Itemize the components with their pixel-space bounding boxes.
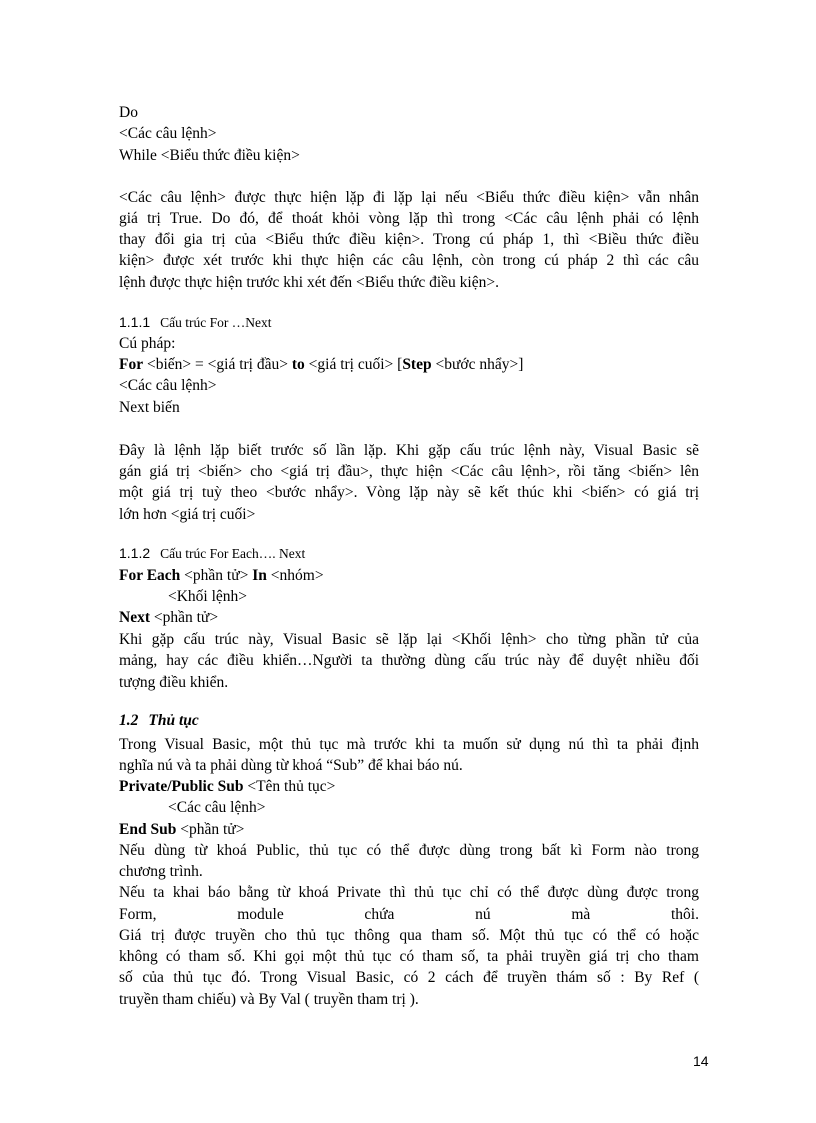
paragraph-line: tượng điều khiển. xyxy=(119,674,229,691)
page-number: 14 xyxy=(693,1053,709,1069)
code-block: <Khối lệnh> xyxy=(168,588,248,605)
paragraph-line: thay đổi gia trị của <Biểu thức điều kiện>. Trong cú pháp 1, thì <Biều thức điều xyxy=(119,231,699,248)
section-title: Thủ tục xyxy=(148,712,199,729)
paragraph-line: Trong Visual Basic, một thủ tục mà trước khi ta muốn sử dụng nú thì ta phải định xyxy=(119,736,699,753)
paragraph-line: Nếu dùng từ khoá Public, thủ tục có thể được dùng trong bất kì Form nào trong xyxy=(119,842,699,859)
keyword-for: For xyxy=(119,356,144,373)
paragraph-line: không có tham số. Khi gọi một thủ tục có tham số, ta phải truyền giá trị cho tham xyxy=(119,948,699,965)
paragraph-line: Khi gặp cấu trúc này, Visual Basic sẽ lặp lại <Khối lệnh> cho từng phần tử của xyxy=(119,631,699,648)
code-do: Do xyxy=(119,104,138,121)
paragraph-line: truyền tham chiếu) và By Val ( truyền tham trị ). xyxy=(119,991,419,1008)
section-heading-1-1-1 xyxy=(119,313,699,332)
section-title: Cấu trúc For Each…. Next xyxy=(160,546,306,561)
paragraph-line: Đây là lệnh lặp biết trước số lần lặp. Khi gặp cấu trúc lệnh này, Visual Basic sẽ xyxy=(119,442,699,459)
code-text: <phần tử> xyxy=(180,567,253,584)
section-number: 1.2 xyxy=(119,712,139,729)
code-text: <biến> = <giá trị đầu> xyxy=(143,356,292,373)
keyword-in: In xyxy=(252,567,267,584)
paragraph-line: Form, module chứa nú mà thôi. xyxy=(119,906,699,923)
keyword-step: Step xyxy=(402,356,432,373)
paragraph-line: một giá trị tuỳ theo <bước nhẩy>. Vòng lặp này sẽ kết thúc khi <biến> có giá trị xyxy=(119,484,699,501)
code-statements: <Các câu lệnh> xyxy=(119,125,217,142)
code-while: While <Biểu thức điều kiện> xyxy=(119,147,300,164)
code-sub-line xyxy=(119,778,699,796)
code-text: <phần tử> xyxy=(176,821,245,838)
code-text: <phần tử> xyxy=(150,609,219,626)
paragraph-line: lớn hơn <giá trị cuối> xyxy=(119,506,256,523)
keyword-next: Next xyxy=(119,609,150,626)
code-text: <giá trị cuối> [ xyxy=(304,356,403,373)
code-text: <Tên thủ tục> xyxy=(243,778,336,795)
paragraph-line: lệnh được thực hiện trước khi xét đến <Biểu thức điều kiện>. xyxy=(119,274,499,291)
paragraph-line: nghĩa nú và ta phải dùng từ khoá “Sub” để khai báo nú. xyxy=(119,757,463,774)
section-number: 1.1.1 xyxy=(119,314,151,330)
paragraph-line: Nếu ta khai báo bằng từ khoá Private thì thủ tục chỉ có thể được dùng được trong xyxy=(119,884,699,901)
code-next-line xyxy=(119,609,699,627)
code-statements: <Các câu lệnh> xyxy=(168,799,266,816)
keyword-end-sub: End Sub xyxy=(119,821,177,838)
code-end-sub-line xyxy=(119,821,699,839)
paragraph-line: kiện> được xét trước khi thực hiện các câu lệnh, còn trong cú pháp 2 thì các câu xyxy=(119,252,699,269)
code-text: <nhóm> xyxy=(266,567,324,584)
section-title: Cấu trúc For …Next xyxy=(160,315,272,330)
paragraph-line: gán giá trị <biến> cho <giá trị đầu>, thực hiện <Các câu lệnh>, rồi tăng <biến> lên xyxy=(119,463,699,480)
code-next: Next biến xyxy=(119,399,180,416)
paragraph-line: giá trị True. Do đó, để thoát khỏi vòng lặp thì trong <Các câu lệnh phải có lệnh xyxy=(119,210,699,227)
paragraph-line: Giá trị được truyền cho thủ tục thông qua tham số. Một thủ tục có thể có hoặc xyxy=(119,927,699,944)
section-number: 1.1.2 xyxy=(119,545,151,561)
syntax-label: Cú pháp: xyxy=(119,335,176,352)
code-statements: <Các câu lệnh> xyxy=(119,377,217,394)
section-heading-1-2 xyxy=(119,712,699,730)
paragraph-line: chương trình. xyxy=(119,863,203,880)
paragraph-line: mảng, hay các điều khiển…Người ta thường dùng cấu trúc này để duyệt nhiều đối xyxy=(119,652,699,669)
keyword-private-public-sub: Private/Public Sub xyxy=(119,778,244,795)
section-heading-1-1-2 xyxy=(119,544,699,563)
code-foreach-line xyxy=(119,567,699,585)
paragraph-line: <Các câu lệnh> được thực hiện lặp đi lặp lại nếu <Biểu thức điều kiện> vẫn nhân xyxy=(119,189,699,206)
keyword-to: to xyxy=(291,356,305,373)
code-for-line xyxy=(119,356,699,374)
paragraph-line: số của thủ tục đó. Trong Visual Basic, có 2 cách để truyền thám số : By Ref ( xyxy=(119,969,699,986)
code-text: <bước nhẩy>] xyxy=(431,356,524,373)
keyword-for-each: For Each xyxy=(119,567,181,584)
